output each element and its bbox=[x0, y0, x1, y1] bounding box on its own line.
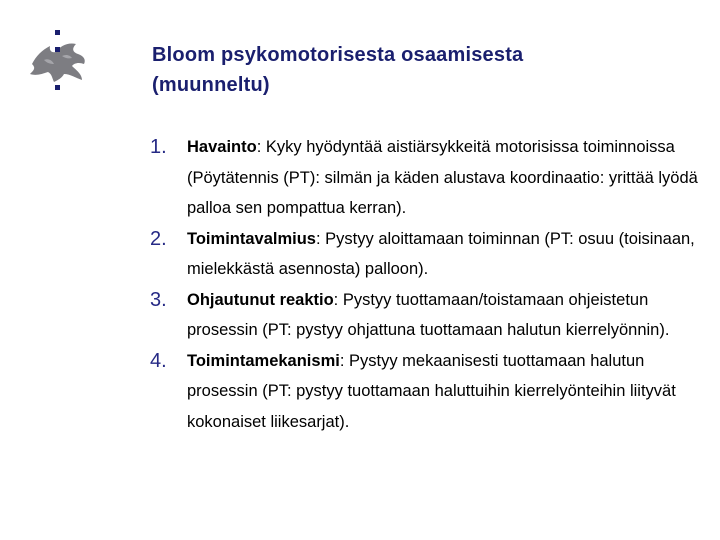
university-flame-logo-icon bbox=[22, 30, 90, 98]
list-text: : Pystyy mekaanisesti tuottamaan halutun prosessin (PT: pystyy tuottamaan haluttuihin kierrelyönteihin liityvät kokonaiset liikesarjat). bbox=[187, 351, 676, 431]
list-term: Ohjautunut reaktio bbox=[187, 290, 334, 309]
list-item bbox=[150, 285, 710, 346]
numbered-list bbox=[150, 132, 710, 437]
list-number: 4. bbox=[150, 349, 167, 372]
list-number: 3. bbox=[150, 288, 167, 311]
list-number: 1. bbox=[150, 136, 167, 158]
list-item bbox=[150, 132, 710, 224]
list-term: Toimintamekanismi bbox=[187, 351, 340, 370]
list-item bbox=[150, 224, 710, 285]
list-term: Toimintavalmius bbox=[187, 229, 316, 248]
list-number: 2. bbox=[150, 227, 167, 250]
list-item bbox=[150, 346, 710, 438]
list-text: : Pystyy tuottamaan/toistamaan ohjeistetun prosessin (PT: pystyy ohjattuna tuottamaan halutun kierrelyönnin). bbox=[187, 290, 670, 339]
list-term: Havainto bbox=[187, 138, 257, 156]
slide-title bbox=[152, 40, 692, 100]
title-line-1: Bloom psykomotorisesta osaamisesta bbox=[152, 44, 524, 66]
title-line-2: (muunneltu) bbox=[152, 74, 270, 96]
list-text: : Pystyy aloittamaan toiminnan (PT: osuu (toisinaan, mielekkästä asennosta) palloon). bbox=[187, 229, 695, 278]
list-text: : Kyky hyödyntää aistiärsykkeitä motorisissa toiminnoissa (Pöytätennis (PT): silmän ja käden alustava koordinaatio: yrittää lyödä palloa sen pompattua kerran). bbox=[187, 138, 698, 217]
